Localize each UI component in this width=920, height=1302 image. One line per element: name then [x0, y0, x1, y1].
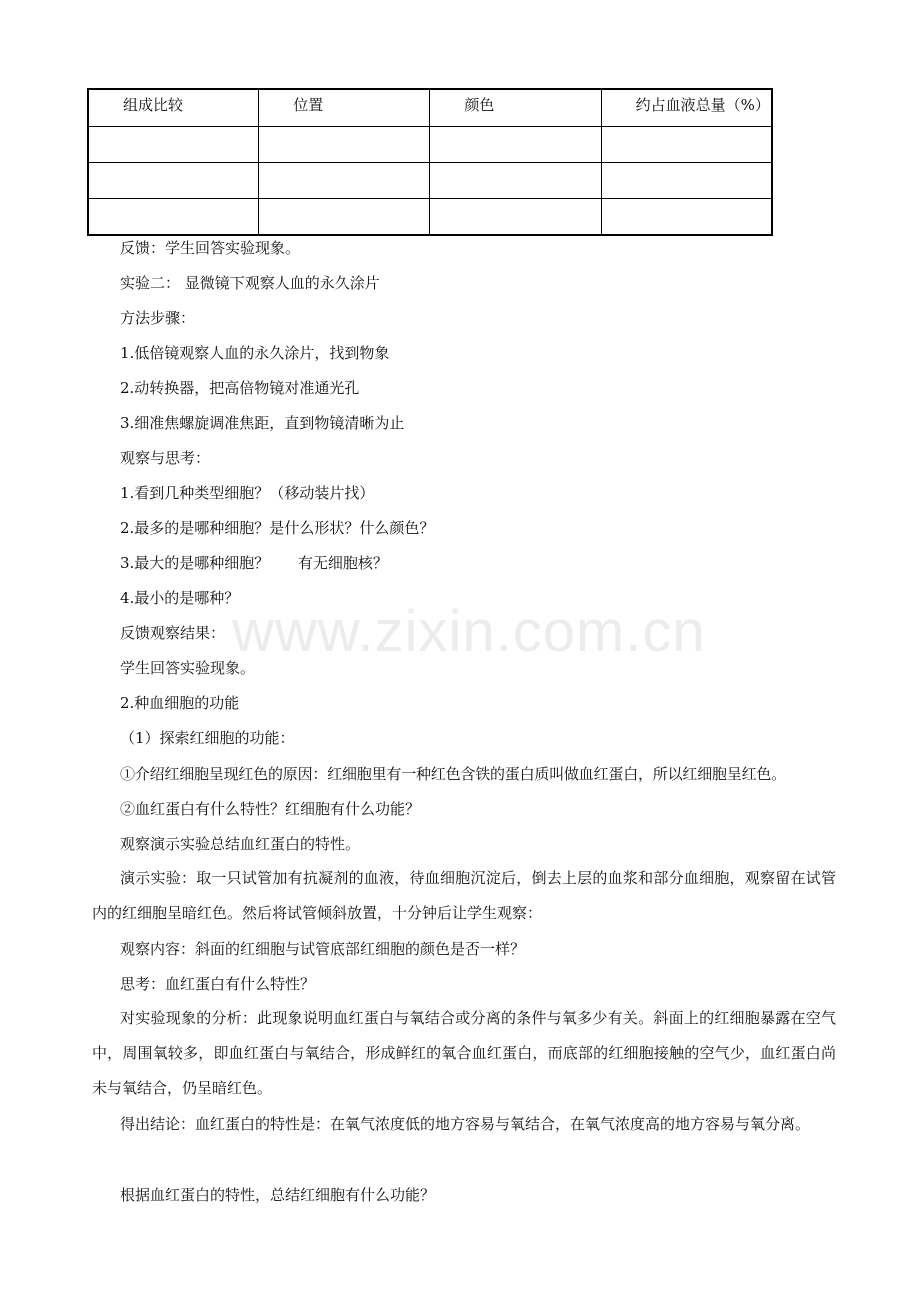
- table-cell: [259, 163, 430, 199]
- table-row: [88, 163, 772, 199]
- text-line: 2.动转换器，把高倍物镜对准通光孔: [120, 379, 360, 397]
- text-line: 1.低倍镜观察人血的永久涂片，找到物象: [120, 344, 390, 362]
- text-line: 实验二： 显微镜下观察人血的永久涂片: [120, 274, 380, 292]
- table-cell: [88, 199, 259, 236]
- table-cell: [601, 199, 772, 236]
- text-line: 观察与思考：: [120, 449, 211, 467]
- table-row: [88, 127, 772, 163]
- table-cell: [430, 199, 601, 236]
- table-cell: [430, 127, 601, 163]
- text-line: （1）探索红细胞的功能：: [120, 729, 295, 747]
- text-line: 方法步骤：: [120, 309, 196, 327]
- text-line: ②血红蛋白有什么特性？红细胞有什么功能？: [120, 800, 421, 818]
- text-line: 3.细准焦螺旋调准焦距，直到物镜清晰为止: [120, 414, 405, 432]
- header-cell: 组成比较: [88, 89, 259, 127]
- text-line: 2.最多的是哪种细胞？是什么形状？什么颜色？: [120, 519, 435, 537]
- table-cell: [88, 163, 259, 199]
- text-line: 根据血红蛋白的特性，总结红细胞有什么功能？: [120, 1186, 436, 1204]
- text-line: 4.最小的是哪种？: [120, 589, 240, 607]
- paragraph: 演示实验：取一只试管加有抗凝剂的血液，待血细胞沉淀后，倒去上层的血浆和部分血细胞，观察留在试管内的红细胞呈暗红色。然后将试管倾斜放置，十分钟后让学生观察：: [92, 869, 836, 922]
- table-cell: [430, 163, 601, 199]
- text-line: 3.最大的是哪种细胞？ 有无细胞核？: [120, 554, 388, 572]
- text-line: 反馈观察结果：: [120, 624, 226, 642]
- text-line: 观察演示实验总结血红蛋白的特性。: [120, 835, 361, 853]
- text-line: ①介绍红细胞呈现红色的原因：红细胞里有一种红色含铁的蛋白质叫做血红蛋白，所以红细胞呈红色。: [120, 765, 787, 783]
- table-cell: [88, 127, 259, 163]
- paragraph: 得出结论：血红蛋白的特性是：在氧气浓度低的地方容易与氧结合，在氧气浓度高的地方容易与氧分离。: [120, 1115, 811, 1133]
- watermark: www.zixin.com.cn: [232, 599, 706, 664]
- paragraph: 对实验现象的分析：此现象说明血红蛋白与氧结合或分离的条件与氧多少有关。斜面上的红细胞暴露在空气中，周围氧较多，即血红蛋白与氧结合，形成鲜红的氧合血红蛋白，而底部的红细胞接触的空气少，血红蛋白尚未与氧结合，仍呈暗红色。: [92, 1009, 836, 1097]
- text-line: 1.看到几种类型细胞？（移动装片找）: [120, 484, 375, 502]
- header-cell: 位置: [259, 89, 430, 127]
- table-cell: [601, 127, 772, 163]
- table-row: [88, 199, 772, 236]
- text-line: 观察内容：斜面的红细胞与试管底部红细胞的颜色是否一样？: [120, 940, 526, 958]
- table-cell: [259, 127, 430, 163]
- text-line: 学生回答实验现象。: [120, 659, 256, 677]
- text-line: 反馈：学生回答实验现象。: [120, 239, 301, 257]
- header-cell: 约占血液总量（%）: [601, 89, 772, 127]
- table-header-row: [88, 89, 772, 127]
- text-line: 2.种血细胞的功能: [120, 694, 240, 712]
- comparison-table: [87, 88, 773, 236]
- table-cell: [259, 199, 430, 236]
- table-cell: [601, 163, 772, 199]
- text-line: 思考：血红蛋白有什么特性？: [120, 975, 316, 993]
- header-cell: 颜色: [430, 89, 601, 127]
